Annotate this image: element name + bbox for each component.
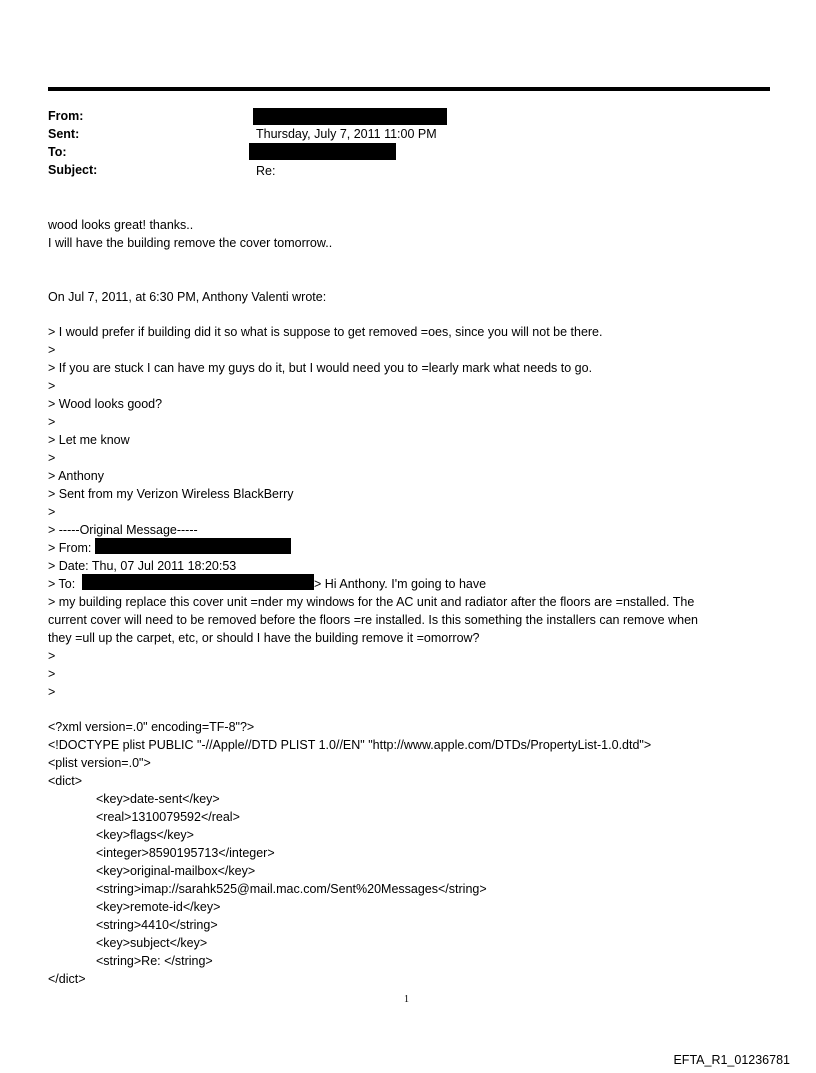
plist-line: <key>subject</key>	[96, 936, 208, 950]
plist-line: <dict>	[48, 774, 83, 788]
quote-intro: On Jul 7, 2011, at 6:30 PM, Anthony Valenti wrote:	[48, 290, 327, 304]
to-label: To:	[48, 145, 67, 159]
quoted-line: > my building replace this cover unit =nder my windows for the AC unit and radiator after the floors are =nstalled. The	[48, 595, 695, 609]
quoted-line: >	[48, 343, 56, 357]
quoted-line: > Date: Thu, 07 Jul 2011 18:20:53	[48, 559, 237, 573]
quoted-line: current cover will need to be removed before the floors =re installed. Is this something the installers can remove when	[48, 613, 698, 627]
header-rule	[48, 87, 770, 91]
plist-line: <string>4410</string>	[96, 918, 218, 932]
quoted-line: >	[48, 649, 56, 663]
quoted-line: > Sent from my Verizon Wireless BlackBerry	[48, 487, 294, 501]
quoted-line: > I would prefer if building did it so what is suppose to get removed =oes, since you will not be there.	[48, 325, 603, 339]
quoted-to-label: > To:	[48, 577, 76, 591]
redaction-quoted-to	[82, 574, 314, 590]
plist-line: <key>original-mailbox</key>	[96, 864, 256, 878]
plist-line: <integer>8590195713</integer>	[96, 846, 275, 860]
quoted-line: >	[48, 667, 56, 681]
sent-label: Sent:	[48, 127, 80, 141]
quoted-line: >	[48, 505, 56, 519]
quoted-line: > Wood looks good?	[48, 397, 163, 411]
quoted-line: > Let me know	[48, 433, 130, 447]
plist-line: <?xml version=.0" encoding=TF-8"?>	[48, 720, 255, 734]
quoted-line: >	[48, 451, 56, 465]
subject-label: Subject:	[48, 163, 98, 177]
page-number: 1	[404, 994, 409, 1005]
plist-line: <plist version=.0">	[48, 756, 151, 770]
body-line: I will have the building remove the cover tomorrow..	[48, 236, 333, 250]
quoted-line: > -----Original Message-----	[48, 523, 198, 537]
plist-line: <!DOCTYPE plist PUBLIC "-//Apple//DTD PLIST 1.0//EN" "http://www.apple.com/DTDs/PropertyList-1.0.dtd">	[48, 738, 652, 752]
subject-value: Re:	[256, 164, 276, 178]
plist-line: <key>flags</key>	[96, 828, 194, 842]
quoted-line: > If you are stuck I can have my guys do it, but I would need you to =learly mark what needs to go.	[48, 361, 593, 375]
redaction-from	[253, 108, 447, 125]
sent-value: Thursday, July 7, 2011 11:00 PM	[256, 127, 437, 141]
quoted-line: >	[48, 685, 56, 699]
quoted-line: >	[48, 379, 56, 393]
body-line: wood looks great! thanks..	[48, 218, 194, 232]
redaction-quoted-from	[95, 538, 291, 554]
quoted-line: they =ull up the carpet, etc, or should I have the building remove it =omorrow?	[48, 631, 480, 645]
quoted-from-line	[48, 539, 91, 557]
quoted-line: > Hi Anthony. I'm going to have	[314, 577, 487, 591]
plist-line: <real>1310079592</real>	[96, 810, 240, 824]
plist-line: <key>date-sent</key>	[96, 792, 220, 806]
document-id-footer: EFTA_R1_01236781	[673, 1053, 790, 1067]
quoted-line: > Anthony	[48, 469, 104, 483]
quoted-from-label: > From:	[48, 541, 92, 555]
quoted-line: >	[48, 415, 56, 429]
plist-line: <string>imap://sarahk525@mail.mac.com/Sent%20Messages</string>	[96, 882, 487, 896]
plist-line: <key>remote-id</key>	[96, 900, 221, 914]
quoted-to-line	[48, 575, 75, 593]
from-label: From:	[48, 109, 84, 123]
redaction-to	[249, 143, 396, 160]
plist-line: <string>Re: </string>	[96, 954, 213, 968]
plist-line: </dict>	[48, 972, 86, 986]
